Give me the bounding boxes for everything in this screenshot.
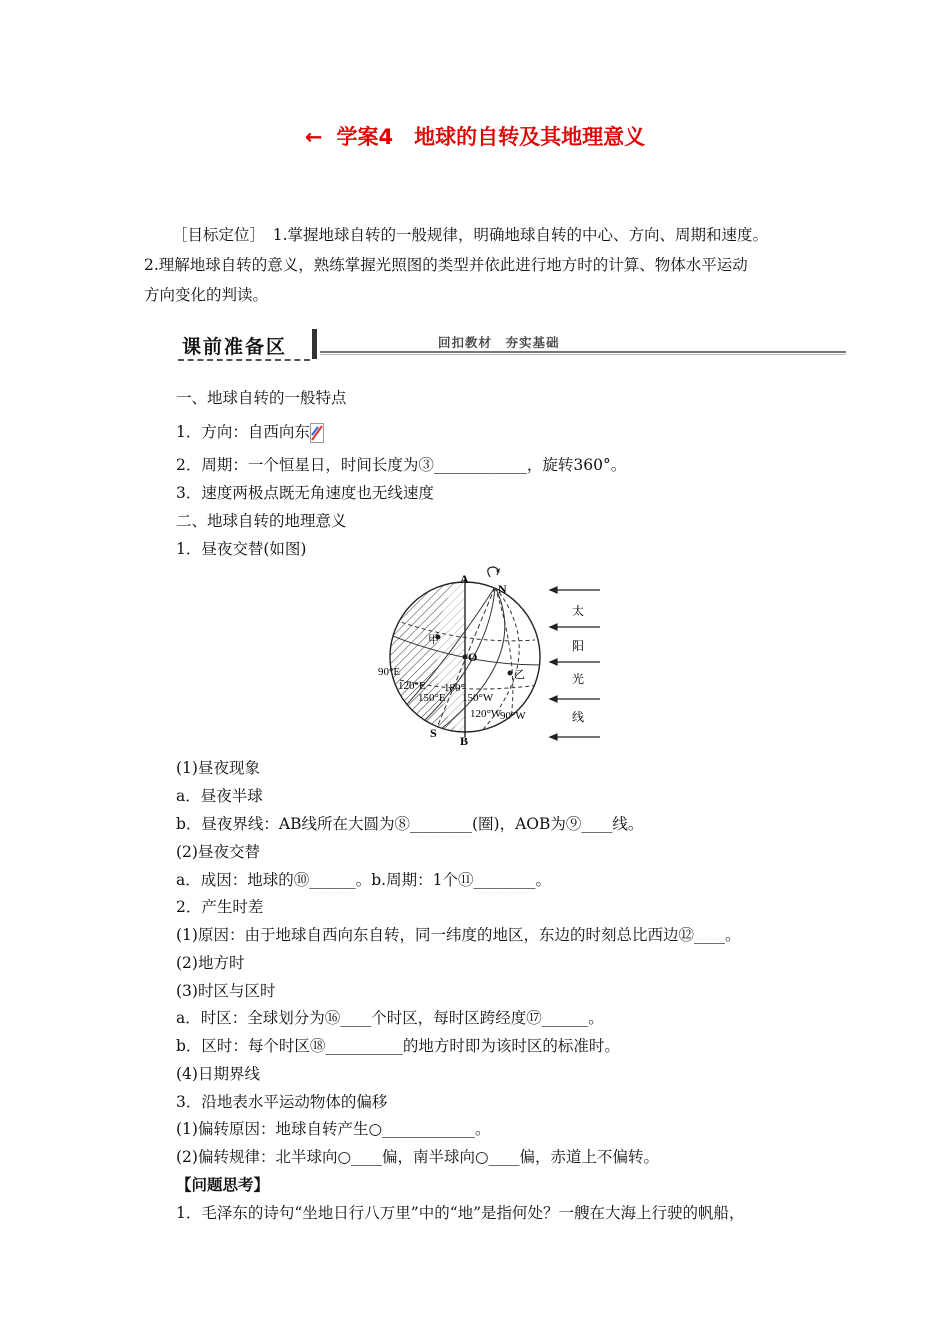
goal-line-2: 2.理解地球自转的意义，熟练掌握光照图的类型并依此进行地方时的计算、物体水平运动 [144,256,748,274]
item-1-1: (1)昼夜现象 [176,759,260,777]
label-A: A [460,572,469,586]
item-3: 3．沿地表水平运动物体的偏移 [176,1093,388,1111]
item-1-1a: a．昼夜半球 [176,787,263,805]
heading-2: 二、地球自转的地理意义 [176,512,347,530]
sun-char-3: 光 [572,672,585,686]
item-2-3b: b．区时：每个时区⑱__________的地方时即为该时区的标准时。 [176,1037,620,1055]
goal-line-1: ［目标定位］ 1.掌握地球自转的一般规律，明确地球自转的中心、方向、周期和速度。 [172,226,769,244]
banner-rule [320,351,846,353]
item-2-4: (4)日期界线 [176,1065,260,1083]
item-day-night: 1．昼夜交替(如图) [176,540,307,558]
page-title [0,121,950,151]
item-direction-text: 1．方向：自西向东 [176,423,310,441]
label-B: B [460,734,469,748]
banner-divider [312,329,317,359]
goal-line-3: 方向变化的判读。 [144,286,269,304]
lon-180: 180° [444,682,465,694]
item-2-3: (3)时区与区时 [176,982,276,1000]
sun-char-2: 阳 [572,639,585,653]
item-1-1b: b．昼夜界线：AB线所在大圆为⑧________(圈)，AOB为⑨____线。 [176,815,644,833]
sun-char-1: 太 [572,604,585,618]
lon-150E: 150°E [418,692,446,704]
item-2-2: (2)地方时 [176,954,245,972]
lon-120E: 120°E [398,680,426,692]
item-1-2: (2)昼夜交替 [176,843,260,861]
rotation-arrow-icon [488,567,498,577]
lon-150W: 150°W [462,692,494,704]
label-N: N [498,582,507,596]
item-period: 2．周期：一个恒星日，时间长度为③____________，旋转360°。 [176,456,627,474]
label-O: O [468,650,478,664]
section-banner-subtitle: 回扣教材 夯实基础 [438,335,560,350]
section-banner-label: 课前准备区 [182,336,288,358]
lon-90W: 90°W [500,710,526,722]
image-placeholder-icon [310,423,324,443]
back-arrow-icon[interactable]: ← [304,125,323,149]
earth-rotation-diagram [370,565,610,750]
heading-1: 一、地球自转的一般特点 [176,389,347,407]
label-jia: 甲 [428,633,439,646]
question-1: 1．毛泽东的诗句“坐地日行八万里”中的“地”是指何处？一艘在大海上行驶的帆船， [176,1204,745,1222]
item-1-2a: a．成因：地球的⑩______。b.周期：1个⑪________。 [176,871,551,889]
item-speed: 3．速度两极点既无角速度也无线速度 [176,484,434,502]
section-banner [174,329,314,359]
sun-char-4: 线 [572,710,585,724]
lon-90E: 90°E [378,666,401,678]
item-direction [176,420,324,443]
banner-rule-thin [320,354,846,355]
lon-120W: 120°W [470,708,502,720]
title-text: 学案4 地球的自转及其地理意义 [336,125,646,149]
item-3-1: (1)偏转原因：地球自转产生○____________。 [176,1120,491,1138]
label-yi: 乙 [514,668,525,681]
question-heading: 【问题思考】 [176,1175,270,1194]
item-3-2: (2)偏转规律：北半球向○____偏，南半球向○____偏，赤道上不偏转。 [176,1148,660,1166]
banner-underline [178,359,310,361]
item-2-3a: a．时区：全球划分为⑯____个时区，每时区跨经度⑰______。 [176,1009,604,1027]
item-2: 2．产生时差 [176,898,264,916]
item-2-1: (1)原因：由于地球自西向东自转，同一纬度的地区，东边的时刻总比西边⑫____。 [176,926,741,944]
label-S: S [430,726,437,740]
